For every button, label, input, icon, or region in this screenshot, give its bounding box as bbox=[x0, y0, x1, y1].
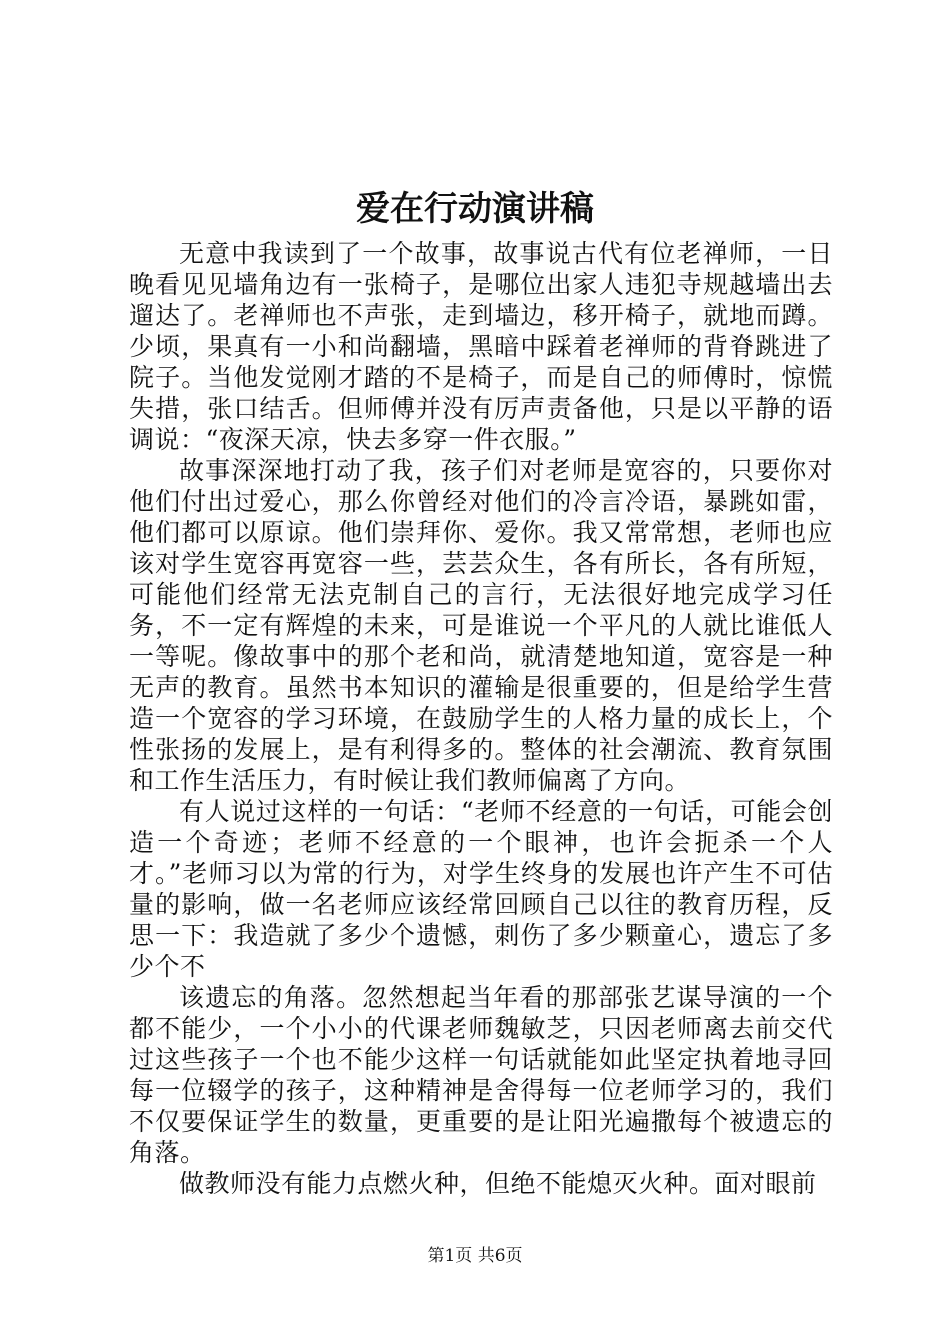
paragraph-2: 故事深深地打动了我，孩子们对老师是宽容的，只要你对他们付出过爱心，那么你曾经对他们的冷言冷语，暴跳如雷，他们都可以原谅。他们崇拜你、爱你。我又常常想，老师也应该对学生宽容再宽容一些，芸芸众生，各有所长，各有所短，可能他们经常无法克制自己的言行，无法很好地完成学习任务，不一定有辉煌的未来，可是谁说一个平凡的人就比谁低人一等呢。像故事中的那个老和尚，就清楚地知道，宽容是一种无声的教育。虽然书本知识的灌输是很重要的，但是给学生营造一个宽容的学习环境，在鼓励学生的人格力量的成长上，个性张扬的发展上，是有利得多的。整体的社会潮流、教育氛围和工作生活压力，有时候让我们教师偏离了方向。 bbox=[129, 456, 833, 795]
paragraph-1: 无意中我读到了一个故事，故事说古代有位老禅师，一日晚看见见墙角边有一张椅子，是哪位出家人违犯寺规越墙出去遛达了。老禅师也不声张，走到墙边，移开椅子，就地而蹲。少顷，果真有一小和尚翻墙，黑暗中踩着老禅师的背脊跳进了院子。当他发觉刚才踏的不是椅子，而是自己的师傅时，惊慌失措，张口结舌。但师傅并没有厉声责备他，只是以平静的语调说：“夜深天凉，快去多穿一件衣服。” bbox=[129, 239, 833, 454]
paragraph-3: 有人说过这样的一句话：“老师不经意的一句话，可能会创造一个奇迹；老师不经意的一个眼神，也许会扼杀一个人才。”老师习以为常的行为，对学生终身的发展也许产生不可估量的影响，做一名老师应该经常回顾自己以往的教育历程，反思一下：我造就了多少个遗憾，刺伤了多少颗童心，遗忘了多少个不 bbox=[129, 797, 833, 981]
document-title: 爱在行动演讲稿 bbox=[356, 189, 594, 229]
paragraph-4: 该遗忘的角落。忽然想起当年看的那部张艺谋导演的一个都不能少，一个小小的代课老师魏敏芝，只因老师离去前交代过这些孩子一个也不能少这样一句话就能如此坚定执着地寻回每一位辍学的孩子，这种精神是舍得每一位老师学习的，我们不仅要保证学生的数量，更重要的是让阳光遍撒每个被遗忘的角落。 bbox=[129, 983, 833, 1167]
page-number-footer: 第1页 共6页 bbox=[427, 1246, 523, 1266]
paragraph-5: 做教师没有能力点燃火种，但绝不能熄灭火种。面对眼前 bbox=[179, 1169, 817, 1198]
document-body bbox=[129, 238, 833, 1199]
